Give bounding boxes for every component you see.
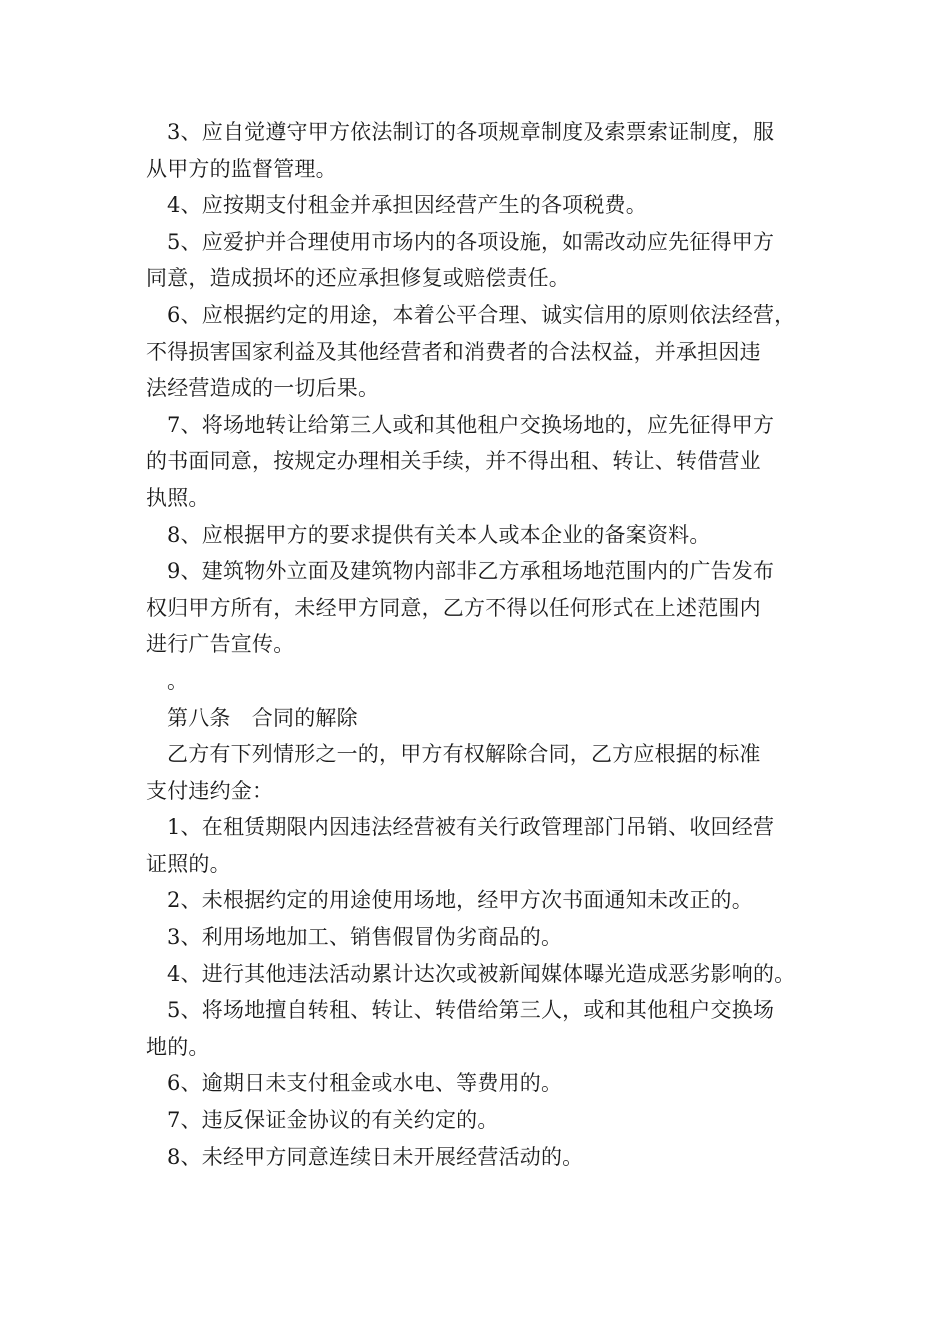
text-line: 6、应根据约定的用途，本着公平合理、诚实信用的原则依法经营， — [167, 302, 796, 327]
text-line: 5、将场地擅自转租、转让、转借给第三人，或和其他租户交换场 — [167, 998, 775, 1023]
text-line: 法经营造成的一切后果。 — [146, 376, 380, 401]
text-line: 8、应根据甲方的要求提供有关本人或本企业的备案资料。 — [167, 522, 711, 547]
document-page — [146, 114, 821, 1175]
text-line: 3、应自觉遵守甲方依法制订的各项规章制度及索票索证制度，服 — [167, 120, 775, 144]
text-line: 7、违反保证金协议的有关约定的。 — [167, 1108, 499, 1133]
text-line: 8、未经甲方同意连续日未开展经营活动的。 — [167, 1144, 584, 1169]
text-line: 进行广告宣传。 — [146, 632, 295, 657]
text-line: 4、进行其他违法活动累计达次或被新闻媒体曝光造成恶劣影响的。 — [167, 961, 796, 986]
text-line: 7、将场地转让给第三人或和其他租户交换场地的，应先征得甲方 — [167, 412, 775, 437]
text-line: 证照的。 — [146, 851, 231, 876]
text-line: 1、在租赁期限内因违法经营被有关行政管理部门吊销、收回经营 — [167, 815, 775, 840]
text-line: 4、应按期支付租金并承担因经营产生的各项税费。 — [167, 193, 647, 218]
text-line: 6、逾期日未支付租金或水电、等费用的。 — [167, 1071, 563, 1096]
text-line: 。 — [167, 668, 189, 693]
text-line: 执照。 — [146, 485, 210, 510]
text-line: 支付违约金： — [146, 778, 274, 803]
text-line: 2、未根据约定的用途使用场地，经甲方次书面通知未改正的。 — [167, 888, 753, 913]
text-line: 5、应爱护并合理使用市场内的各项设施，如需改动应先征得甲方 — [167, 229, 775, 254]
text-line: 不得损害国家利益及其他经营者和消费者的合法权益，并承担因违 — [146, 339, 761, 364]
text-line: 权归甲方所有，未经甲方同意，乙方不得以任何形式在上述范围内 — [146, 595, 761, 620]
text-line: 同意，造成损坏的还应承担修复或赔偿责任。 — [146, 266, 570, 291]
text-line: 3、利用场地加工、销售假冒伪劣商品的。 — [167, 925, 563, 950]
text-line: 从甲方的监督管理。 — [146, 156, 337, 181]
text-line: 的书面同意，按规定办理相关手续，并不得出租、转让、转借营业 — [146, 449, 761, 474]
text-line: 9、建筑物外立面及建筑物内部非乙方承租场地范围内的广告发布 — [167, 559, 775, 584]
text-line: 乙方有下列情形之一的，甲方有权解除合同，乙方应根据的标准 — [167, 742, 761, 767]
text-line: 地的。 — [146, 1034, 210, 1059]
section-heading: 第八条 合同的解除 — [167, 705, 358, 730]
